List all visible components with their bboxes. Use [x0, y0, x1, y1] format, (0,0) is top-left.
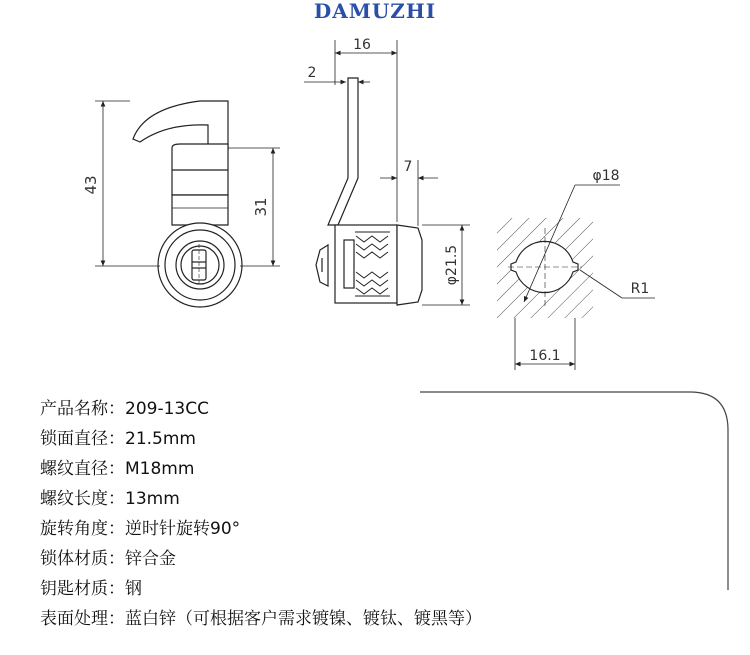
spec-value: 锌合金: [125, 549, 176, 569]
spec-list: [40, 394, 482, 634]
spec-value: M18mm: [125, 459, 195, 479]
spec-value: 蓝白锌（可根据客户需求镀镍、镀钛、镀黑等）: [125, 609, 482, 629]
spec-value: 13mm: [125, 489, 180, 509]
dim-flat-width: 16.1: [529, 348, 561, 364]
dim-width-top: 16: [353, 37, 371, 53]
spec-row-surface-finish: [40, 604, 482, 634]
spec-label: 表面处理：: [40, 609, 125, 629]
brand-logo: DAMUZHI: [313, 0, 437, 23]
dim-face-diameter: φ21.5: [444, 244, 460, 286]
spec-label: 钥匙材质：: [40, 579, 125, 599]
spec-row-key-material: [40, 574, 482, 604]
spec-label: 螺纹直径：: [40, 459, 125, 479]
spec-row-body-material: [40, 544, 482, 574]
spec-row-product-name: [40, 394, 482, 424]
dim-height-cam: 31: [252, 197, 270, 217]
dim-radius: R1: [630, 281, 650, 297]
spec-row-thread-length: [40, 484, 482, 514]
dim-flange: 7: [403, 159, 413, 175]
dim-thread-diameter: φ18: [592, 168, 620, 184]
spec-label: 锁面直径：: [40, 429, 125, 449]
spec-value: 逆时针旋转90°: [125, 519, 241, 539]
spec-value: 21.5mm: [125, 429, 196, 449]
spec-label: 螺纹长度：: [40, 489, 125, 509]
spec-row-face-diameter: [40, 424, 482, 454]
dim-height-total: 43: [82, 175, 100, 195]
spec-label: 产品名称：: [40, 399, 125, 419]
spec-row-rotation-angle: [40, 514, 482, 544]
spec-label: 锁体材质：: [40, 549, 125, 569]
dim-thickness: 2: [307, 65, 317, 81]
spec-value: 209-13CC: [125, 399, 209, 419]
spec-value: 钢: [125, 579, 142, 599]
spec-row-thread-diameter: [40, 454, 482, 484]
spec-label: 旋转角度：: [40, 519, 125, 539]
